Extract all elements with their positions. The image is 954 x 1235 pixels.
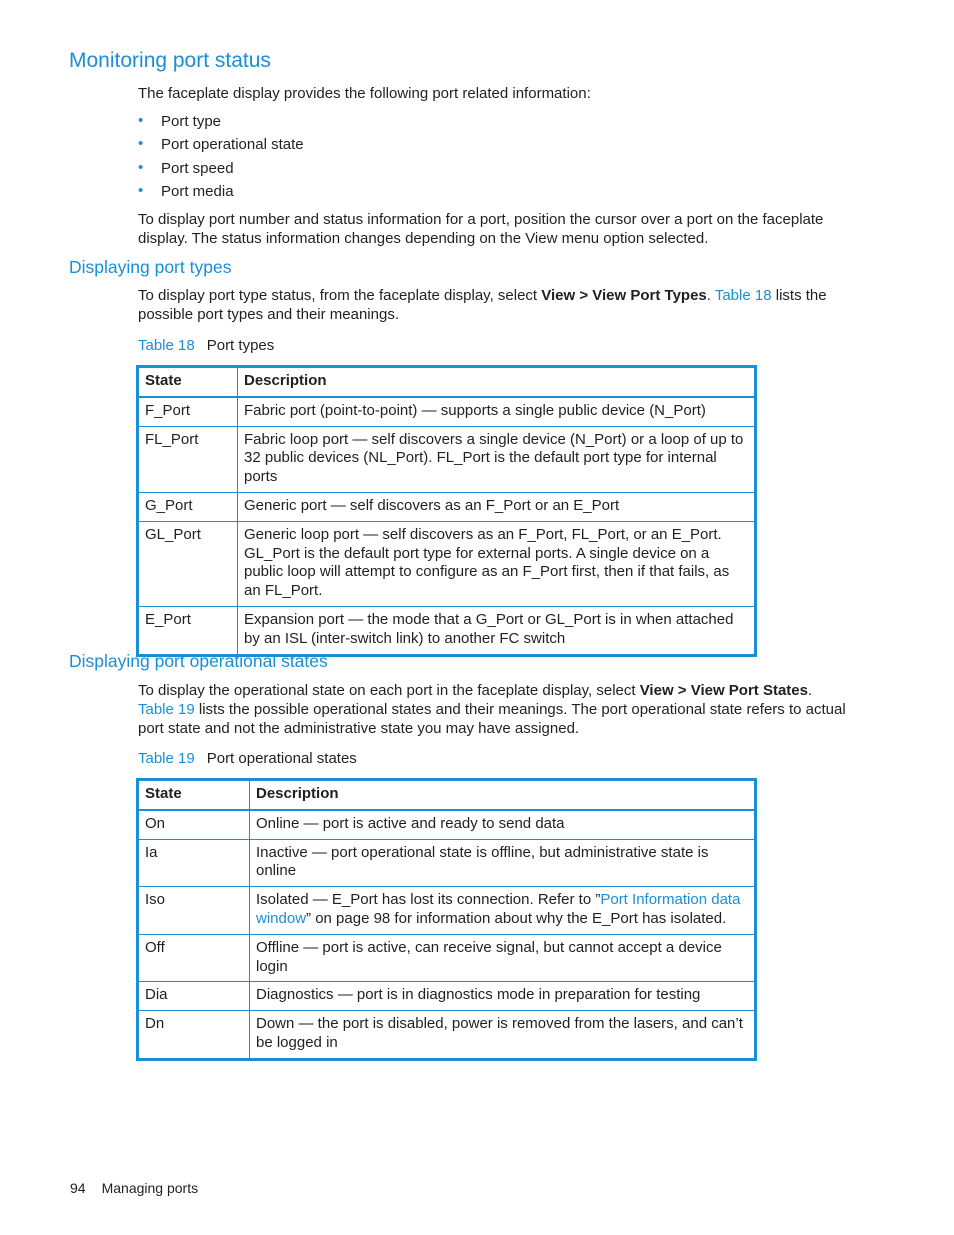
port-types-table bbox=[136, 365, 757, 657]
list-item: • Port type bbox=[138, 112, 222, 130]
table-row: GL_Port Generic loop port — self discovers as an F_Port, FL_Port, or an E_Port. GL_Port is the default port type for external ports. A single device on a public loop will attempt to configure as an F_Port first, then if that fails, as an FL_Port. bbox=[138, 521, 756, 606]
table-row: Iso Isolated — E_Port has lost its connection. Refer to ”Port Information data window” on page 98 for information about why the E_Port has isolated. bbox=[138, 887, 756, 935]
table-row: E_Port Expansion port — the mode that a G_Port or GL_Port is in when attached by an ISL (inter-switch link) to another FC switch bbox=[138, 606, 756, 655]
table-row: Dn Down — the port is disabled, power is removed from the lasers, and can’t be logged in bbox=[138, 1011, 756, 1060]
footer-title: Managing ports bbox=[101, 1180, 199, 1196]
table-row: G_Port Generic port — self discovers as an F_Port or an E_Port bbox=[138, 492, 756, 521]
cursor-instructions: To display port number and status information for a port, position the cursor over a port on the faceplate display. The status information changes depending on the View menu option selected. bbox=[138, 211, 824, 247]
table-row: Dia Diagnostics — port is in diagnostics mode in preparation for testing bbox=[138, 982, 756, 1011]
info-list bbox=[138, 112, 304, 205]
table-row: Ia Inactive — port operational state is offline, but administrative state is online bbox=[138, 839, 756, 887]
table-18-link[interactable]: Table 18 bbox=[714, 287, 772, 304]
table-row: On Online — port is active and ready to send data bbox=[138, 810, 756, 839]
table-19-caption: Table 19 Port operational states bbox=[138, 750, 357, 767]
table-row: F_Port Fabric port (point-to-point) — supports a single public device (N_Port) bbox=[138, 397, 756, 426]
section-heading-port-states: Displaying port operational states bbox=[69, 651, 328, 671]
table-row: Off Offline — port is active, can receive signal, but cannot accept a device login bbox=[138, 934, 756, 982]
table-header-row: State Description bbox=[138, 780, 756, 810]
bullet-icon: • bbox=[138, 135, 144, 153]
port-states-text: To display the operational state on each port in the faceplate display, select View > View Port States. Table 19 lists the possible operational states and their meanings. The port operational state refers to actual port state and not the administrative state you may have assigned. bbox=[138, 682, 846, 737]
page-number: 94 bbox=[70, 1180, 86, 1196]
list-item: • Port speed bbox=[138, 158, 234, 177]
intro-text: The faceplate display provides the following port related information: bbox=[138, 85, 591, 102]
bullet-icon: • bbox=[138, 158, 144, 176]
page-footer bbox=[70, 1180, 198, 1196]
list-item: • Port media bbox=[138, 181, 234, 200]
bullet-icon: • bbox=[138, 181, 144, 199]
port-information-link[interactable]: Port Information data window bbox=[256, 891, 741, 927]
bullet-icon: • bbox=[138, 112, 144, 129]
section-heading-port-types: Displaying port types bbox=[69, 257, 232, 277]
table-19-link[interactable]: Table 19 bbox=[138, 701, 195, 718]
list-item: • Port operational state bbox=[138, 135, 304, 154]
table-18-caption: Table 18 Port types bbox=[138, 337, 275, 354]
table-header-row: State Description bbox=[138, 367, 756, 397]
port-states-table bbox=[136, 778, 757, 1061]
port-types-text: To display port type status, from the faceplate display, select View > View Port Types. Table 18 lists the possible port types and their meanings. bbox=[138, 287, 827, 323]
page-title: Monitoring port status bbox=[69, 49, 271, 72]
table-row: FL_Port Fabric loop port — self discovers a single device (N_Port) or a loop of up to 32 public devices (NL_Port). FL_Port is the default port type for internal ports bbox=[138, 426, 756, 492]
